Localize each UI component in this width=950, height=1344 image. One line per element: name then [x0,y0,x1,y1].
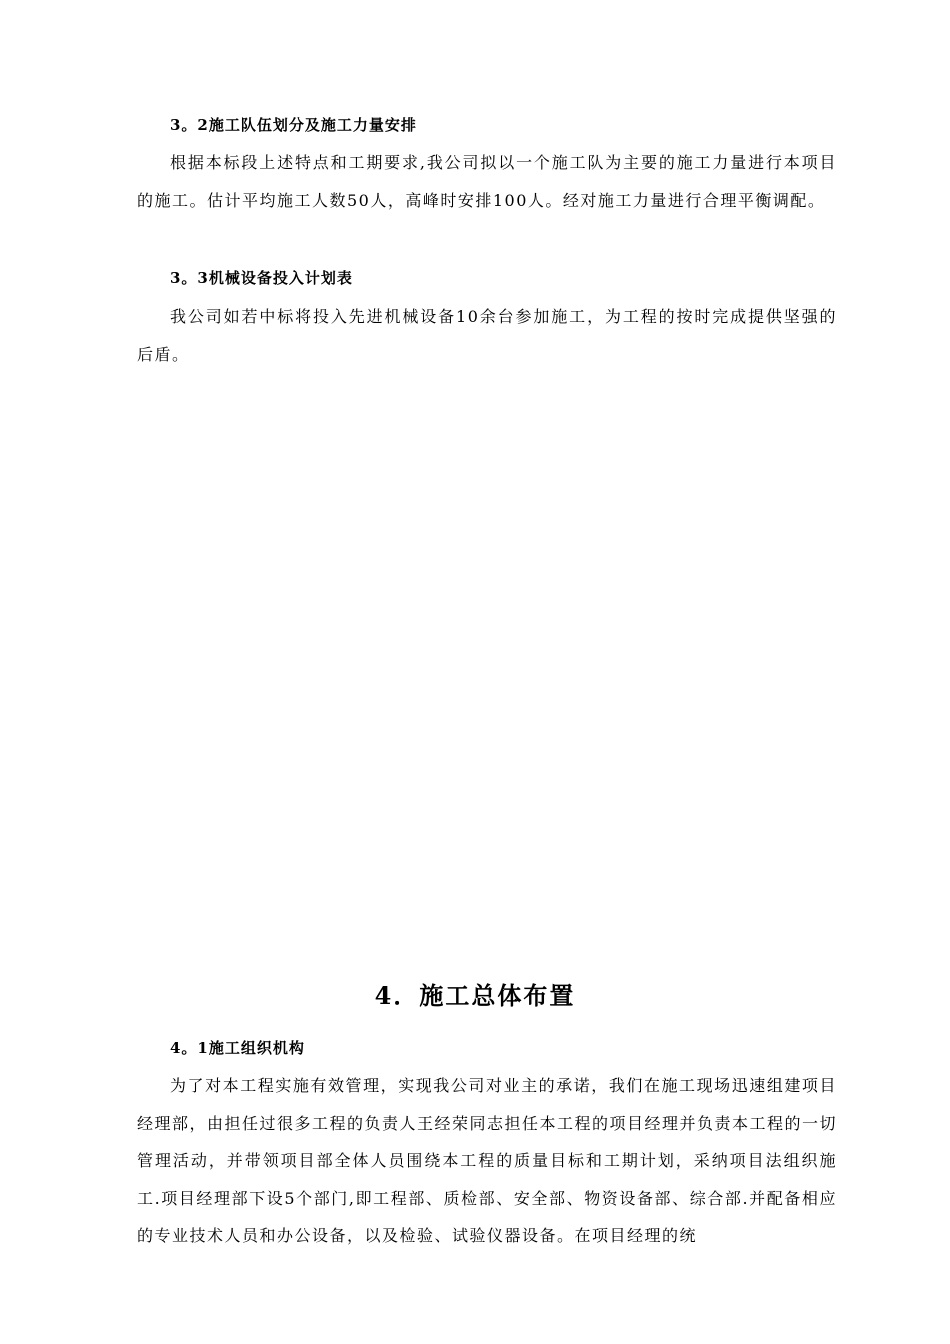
section-3-2-heading: 3。2施工队伍划分及施工力量安排 [170,116,417,134]
section-3-2-paragraph: 根据本标段上述特点和工期要求,我公司拟以一个施工队为主要的施工力量进行本项目的施工。估计平均施工人数50人，高峰时安排100人。经对施工力量进行合理平衡调配。 [137,153,837,210]
chapter-4-title: 4．施工总体布置 [374,981,576,1010]
section-3-3-heading: 3。3机械设备投入计划表 [170,269,353,287]
section-4-1-heading: 4。1施工组织机构 [170,1039,305,1057]
section-4-1-paragraph: 为了对本工程实施有效管理，实现我公司对业主的承诺，我们在施工现场迅速组建项目经理部，由担任过很多工程的负责人王经荣同志担任本工程的项目经理并负责本工程的一切管理活动，并带领项目部全体人员围绕本工程的质量目标和工期计划，采纳项目法组织施工.项目经理部下设5个部门,即工程部、质检部、安全部、物资设备部、综合部.并配备相应的专业技术人员和办公设备，以及检验、试验仪器设备。在项目经理的统 [137,1076,838,1245]
section-3-3-paragraph: 我公司如若中标将投入先进机械设备10余台参加施工，为工程的按时完成提供坚强的后盾。 [137,307,837,364]
